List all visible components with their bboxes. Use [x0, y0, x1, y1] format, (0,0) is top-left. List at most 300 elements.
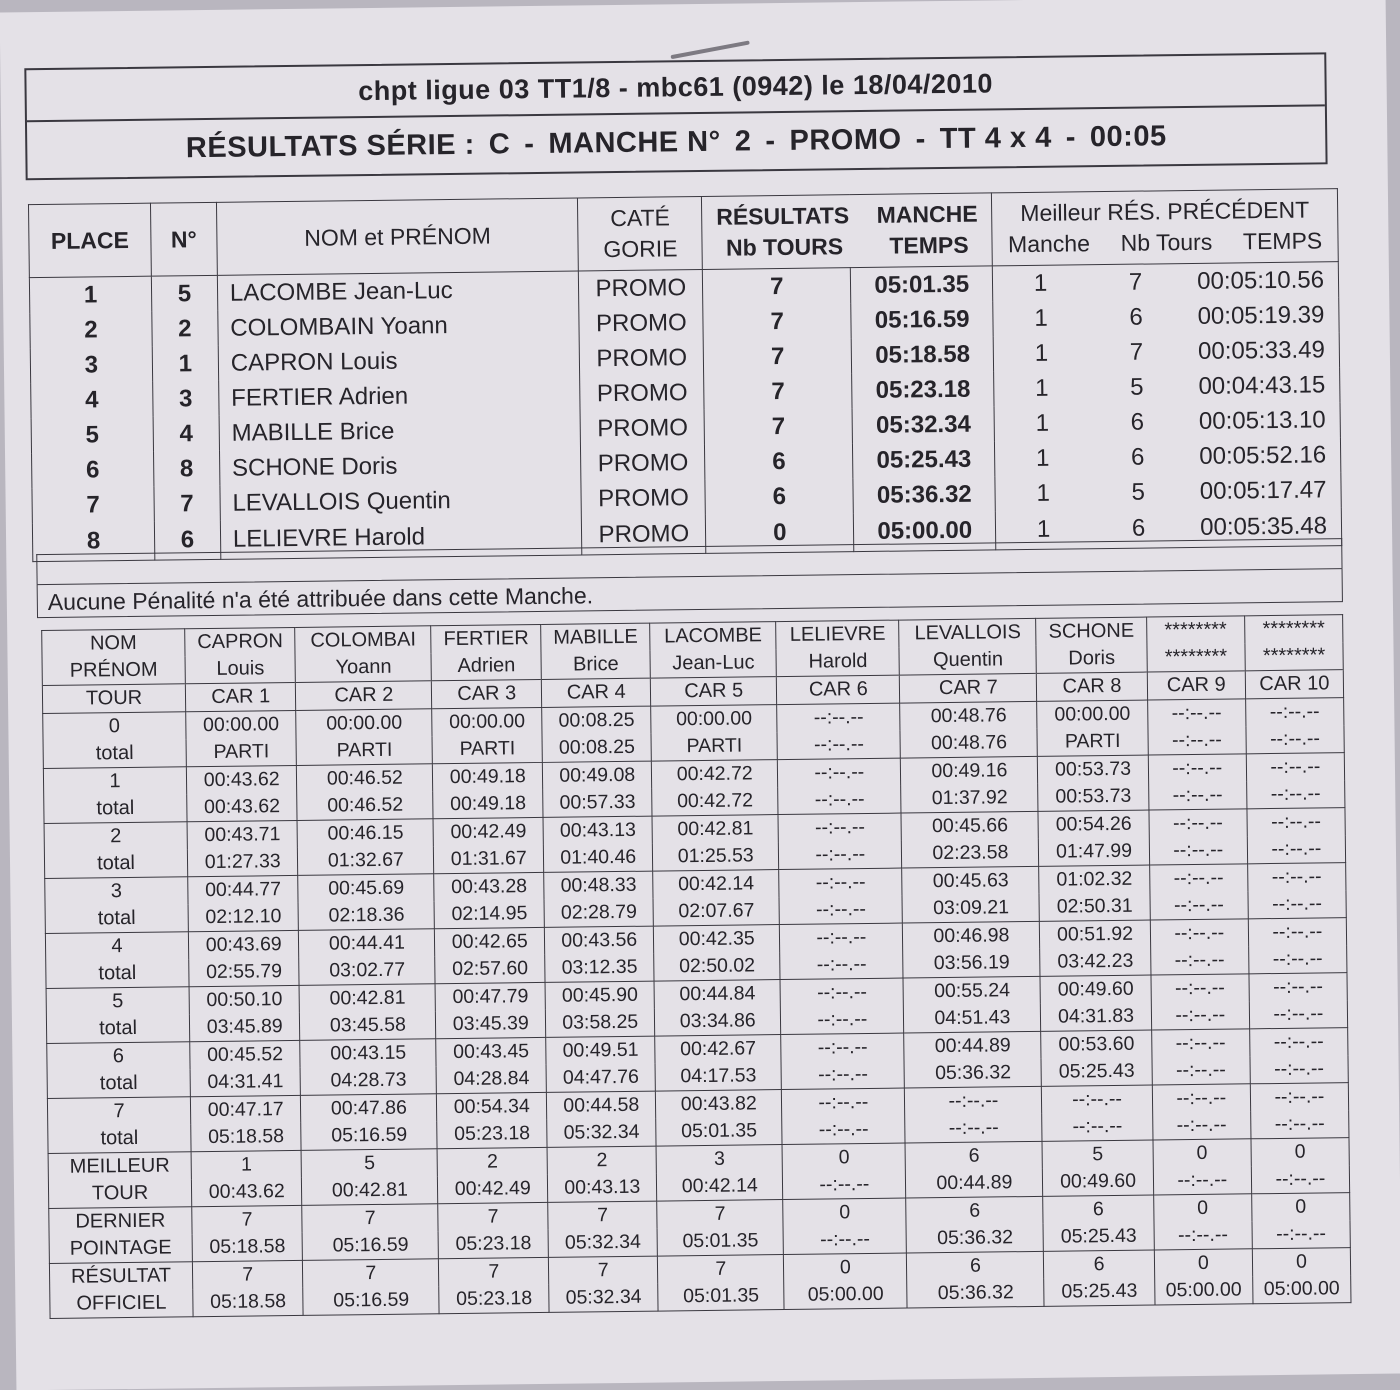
result-time: 05:25.43: [853, 441, 995, 478]
total-time: 02:57.60: [435, 955, 545, 984]
result-name: MABILLE Brice: [219, 411, 581, 450]
total-time: --:--.--: [780, 951, 904, 980]
results-label: RÉSULTATS SÉRIE :: [185, 128, 475, 164]
total-time: --:--.--: [1151, 1001, 1249, 1030]
lap-time: --:--.--: [1250, 1028, 1348, 1057]
result-number: 4: [153, 416, 219, 452]
previous-header-line1: Meilleur RÉS. PRÉCÉDENT: [1020, 196, 1310, 227]
category-value: PROMO: [789, 123, 902, 157]
manche-header-line1: MANCHE: [876, 200, 978, 228]
lap-time: 00:00.00: [651, 705, 777, 734]
result-previous: [995, 472, 1341, 511]
summary-count: 0: [1154, 1249, 1252, 1278]
result-time: 05:36.32: [853, 476, 995, 513]
total-label: total: [45, 904, 188, 933]
summary-count: 7: [657, 1200, 783, 1229]
result-laps: 7: [704, 408, 852, 445]
total-label: total: [48, 1124, 191, 1153]
lap-time: 00:43.56: [545, 926, 654, 955]
total-time: 05:23.18: [437, 1120, 547, 1149]
summary-time: 05:18.58: [192, 1233, 303, 1262]
lap-time: --:--.--: [1042, 1085, 1153, 1114]
result-previous: [993, 297, 1339, 336]
series-title: RÉSULTATS SÉRIE : C - MANCHE N° 2 - PROMO - TT 4 x 4 - 00:05: [27, 104, 1326, 178]
car-name: FERTIER: [431, 624, 541, 653]
category-header: [578, 196, 703, 271]
summary-time: --:--.--: [783, 1226, 907, 1255]
total-time: --:--.--: [778, 786, 902, 815]
result-laps: 6: [705, 478, 853, 515]
car-firstname: Brice: [541, 651, 650, 680]
result-name: COLOMBAIN Yoann: [218, 306, 580, 345]
lap-time: --:--.--: [1248, 918, 1346, 947]
result-laps: 7: [704, 338, 852, 375]
previous-manche: 1: [1034, 304, 1048, 332]
total-time: 04:47.76: [546, 1064, 655, 1093]
summary-count: 6: [906, 1196, 1043, 1225]
lap-time: 00:42.81: [299, 984, 435, 1013]
total-time: 04:31.41: [190, 1068, 301, 1097]
result-place: 2: [30, 312, 152, 348]
previous-laps: 6: [1129, 303, 1143, 331]
place-header: PLACE: [28, 203, 151, 277]
previous-time: 00:05:13.10: [1198, 405, 1326, 435]
result-name: LELIEVRE Harold: [220, 516, 582, 559]
laps-firstname-label: PRÉNOM: [42, 656, 185, 685]
total-time: --:--.--: [1250, 1055, 1348, 1084]
summary-time: 05:36.32: [907, 1279, 1044, 1308]
lap-time: --:--.--: [1150, 919, 1248, 948]
result-laps: 0: [706, 513, 854, 553]
tour-number: 5: [46, 987, 189, 1016]
staple-mark: [670, 40, 749, 59]
previous-manche-header: Manche: [1007, 230, 1091, 258]
previous-time: 00:05:35.48: [1200, 512, 1328, 541]
total-time: 04:28.84: [436, 1065, 546, 1094]
result-time: 05:01.35: [851, 266, 993, 303]
previous-time: 00:05:52.16: [1199, 440, 1327, 470]
result-category: PROMO: [579, 305, 703, 342]
result-category: PROMO: [580, 410, 704, 447]
previous-time: 00:05:33.49: [1197, 335, 1325, 365]
total-time: 03:12.35: [545, 954, 654, 983]
total-time: 00:46.52: [297, 791, 433, 820]
result-category: PROMO: [579, 269, 703, 306]
car-number: CAR 7: [900, 673, 1037, 703]
laps-body: [42, 615, 1351, 1319]
lap-time: --:--.--: [1151, 1029, 1249, 1058]
car-name: LELIEVRE: [776, 620, 900, 649]
total-time: 05:01.35: [656, 1117, 782, 1146]
summary-time: 05:32.34: [549, 1284, 658, 1313]
car-number: CAR 3: [432, 679, 542, 708]
total-time: --:--.--: [777, 731, 901, 760]
summary-count: 7: [548, 1201, 657, 1230]
category-header-line2: GORIE: [603, 235, 678, 263]
summary-time: 00:42.14: [657, 1172, 783, 1201]
lap-time: --:--.--: [778, 813, 902, 842]
total-label: total: [43, 739, 186, 768]
result-place: 1: [29, 276, 151, 313]
summary-count: 5: [1042, 1140, 1153, 1169]
summary-time: 05:01.35: [658, 1282, 784, 1311]
total-time: 02:23.58: [902, 839, 1039, 868]
total-time: 03:45.39: [436, 1010, 546, 1039]
summary-label: MEILLEUR: [48, 1152, 191, 1181]
results-table: [28, 188, 1342, 562]
total-time: --:--.--: [1248, 945, 1346, 974]
summary-count: 0: [1251, 1138, 1349, 1167]
total-time: --:--.--: [1251, 1110, 1349, 1139]
lap-time: 00:49.16: [901, 756, 1038, 785]
summary-count: 5: [301, 1149, 437, 1178]
lap-time: --:--.--: [1246, 753, 1344, 782]
summary-label: RÉSULTAT: [49, 1262, 192, 1291]
summary-time: 05:23.18: [439, 1285, 549, 1314]
result-laps: 7: [703, 268, 851, 305]
lap-time: --:--.--: [1247, 863, 1345, 892]
lap-time: 00:53.73: [1038, 755, 1149, 784]
total-time: 02:50.02: [654, 952, 780, 981]
car-number: CAR 10: [1245, 670, 1343, 699]
tour-number: 3: [45, 877, 188, 906]
total-time: --:--.--: [781, 1061, 905, 1090]
previous-temps-header: TEMPS: [1242, 227, 1323, 255]
summary-time: --:--.--: [1154, 1221, 1252, 1250]
car-number: CAR 4: [542, 678, 651, 707]
previous-manche: 1: [1035, 409, 1050, 437]
car-firstname: Quentin: [899, 646, 1036, 675]
total-label: total: [47, 1069, 190, 1098]
lap-time: 00:49.08: [543, 761, 652, 790]
total-time: 05:18.58: [191, 1123, 302, 1152]
previous-header: [992, 189, 1339, 266]
event-title: chpt ligue 03 TT1/8 - mbc61 (0942) le 18/04/2010: [358, 67, 994, 106]
total-time: 03:45.58: [300, 1011, 436, 1040]
car-firstname: Yoann: [295, 653, 431, 682]
lap-time: 01:02.32: [1039, 865, 1150, 894]
lap-time: --:--.--: [1245, 698, 1343, 727]
total-time: 03:58.25: [546, 1009, 655, 1038]
tour-number: 4: [45, 932, 188, 961]
car-name: LACOMBE: [650, 622, 776, 651]
tour-number: 7: [47, 1097, 190, 1126]
result-time: 05:32.34: [852, 406, 994, 443]
total-time: --:--.--: [1247, 835, 1345, 864]
tour-number: 6: [47, 1042, 190, 1071]
laps-table: [41, 614, 1351, 1319]
result-laps: 7: [704, 373, 852, 410]
result-place: 8: [32, 522, 154, 562]
result-previous: [993, 262, 1339, 302]
summary-time: 00:42.81: [302, 1176, 438, 1205]
sheet-header: [24, 52, 1327, 180]
total-time: --:--.--: [1149, 836, 1247, 865]
lap-time: 00:46.52: [297, 764, 433, 793]
summary-count: 0: [1252, 1248, 1350, 1277]
name-header: NOM et PRÉNOM: [216, 198, 578, 275]
lap-time: 00:43.28: [434, 872, 544, 901]
lap-time: --:--.--: [780, 978, 904, 1007]
total-time: PARTI: [296, 736, 432, 765]
result-previous: [994, 402, 1340, 441]
previous-manche: 1: [1036, 479, 1051, 507]
total-time: 04:17.53: [655, 1062, 781, 1091]
result-number: 6: [154, 521, 220, 560]
previous-manche: 1: [1033, 269, 1048, 297]
previous-laps: 5: [1131, 478, 1146, 506]
result-place: 4: [31, 382, 153, 418]
lap-time: 00:51.92: [1040, 920, 1151, 949]
summary-count: 0: [1153, 1194, 1251, 1223]
lap-time: 00:45.52: [190, 1040, 301, 1069]
car-number: CAR 1: [185, 682, 296, 711]
summary-count: 0: [784, 1253, 908, 1282]
lap-time: 00:00.00: [296, 709, 432, 738]
tour-number: 1: [43, 767, 186, 796]
summary-count: 0: [1252, 1193, 1350, 1222]
car-name: MABILLE: [541, 623, 650, 652]
lap-time: 00:45.66: [901, 811, 1038, 840]
serie-value: C: [488, 127, 511, 161]
car-name: COLOMBAI: [295, 626, 431, 655]
result-place: 3: [30, 347, 152, 383]
total-time: 01:47.99: [1039, 838, 1150, 867]
previous-manche: 1: [1035, 444, 1050, 472]
summary-count: 7: [438, 1202, 548, 1231]
lap-time: --:--.--: [779, 868, 903, 897]
summary-time: 05:25.43: [1044, 1278, 1155, 1307]
total-time: 01:27.33: [187, 848, 298, 877]
total-time: 00:53.73: [1038, 783, 1149, 812]
previous-manche: 1: [1036, 515, 1051, 543]
car-firstname: Harold: [776, 648, 900, 677]
total-time: PARTI: [432, 735, 542, 764]
total-time: 04:28.73: [300, 1066, 436, 1095]
lap-time: 00:42.67: [655, 1035, 781, 1064]
result-previous: [993, 332, 1339, 371]
total-time: 02:07.67: [653, 897, 779, 926]
summary-count: 0: [1153, 1139, 1251, 1168]
summary-count: 6: [1044, 1250, 1155, 1279]
total-time: --:--.--: [1148, 726, 1246, 755]
lap-time: 00:00.00: [432, 707, 542, 736]
summary-count: 2: [547, 1146, 656, 1175]
lap-time: --:--.--: [1147, 699, 1245, 728]
total-time: 03:56.19: [903, 949, 1040, 978]
lap-time: 00:44.58: [547, 1091, 656, 1120]
lap-time: --:--.--: [1148, 754, 1246, 783]
result-number: 1: [152, 346, 218, 382]
lap-time: --:--.--: [1250, 1083, 1348, 1112]
car-number: CAR 9: [1147, 671, 1245, 700]
total-time: 03:42.23: [1040, 948, 1151, 977]
summary-time: --:--.--: [1251, 1165, 1349, 1194]
summary-time: 05:00.00: [784, 1281, 908, 1310]
summary-count: 2: [437, 1147, 547, 1176]
car-number: CAR 2: [296, 681, 432, 711]
lap-time: 00:44.89: [904, 1031, 1041, 1060]
lap-time: --:--.--: [905, 1086, 1042, 1115]
car-firstname: Doris: [1036, 645, 1147, 674]
result-name: LACOMBE Jean-Luc: [217, 271, 579, 311]
summary-count: 7: [302, 1204, 438, 1233]
car-firstname: Adrien: [431, 652, 541, 681]
summary-count: 3: [656, 1145, 782, 1174]
total-time: --:--.--: [1150, 946, 1248, 975]
result-previous: [995, 437, 1341, 476]
result-previous: [994, 367, 1340, 406]
previous-laps: 6: [1130, 408, 1145, 436]
total-time: 02:50.31: [1039, 893, 1150, 922]
total-time: 02:18.36: [298, 901, 434, 930]
summary-time: 05:18.58: [193, 1288, 304, 1317]
lap-time: 00:53.60: [1041, 1030, 1152, 1059]
total-time: 02:55.79: [189, 958, 300, 987]
previous-time: 00:05:17.47: [1199, 475, 1327, 505]
summary-count: 6: [1043, 1195, 1154, 1224]
result-time: 05:00.00: [854, 511, 996, 551]
summary-time: 00:49.60: [1043, 1168, 1154, 1197]
summary-time: 00:44.89: [906, 1169, 1043, 1198]
total-time: --:--.--: [1148, 781, 1246, 810]
results-header-line1: RÉSULTATS: [716, 202, 850, 230]
total-time: 03:02.77: [299, 956, 435, 985]
lap-time: 00:00.00: [1037, 700, 1148, 729]
previous-time: 00:05:10.56: [1197, 265, 1325, 295]
car-number: CAR 8: [1037, 672, 1148, 701]
total-time: --:--.--: [781, 1006, 905, 1035]
summary-count: 7: [549, 1256, 658, 1285]
total-time: --:--.--: [779, 896, 903, 925]
car-firstname: ********: [1147, 643, 1245, 672]
lap-time: 00:46.98: [903, 921, 1040, 950]
total-time: PARTI: [186, 738, 297, 767]
lap-time: --:--.--: [781, 1033, 905, 1062]
summary-time: 05:36.32: [906, 1224, 1043, 1253]
result-category: PROMO: [582, 515, 706, 555]
summary-time: --:--.--: [1153, 1166, 1251, 1195]
lap-time: 00:55.24: [903, 976, 1040, 1005]
result-name: SCHONE Doris: [219, 446, 581, 485]
result-number: 8: [153, 451, 219, 487]
car-firstname: Louis: [185, 655, 296, 684]
total-time: --:--.--: [1152, 1111, 1250, 1140]
total-time: 05:25.43: [1041, 1058, 1152, 1087]
result-category: PROMO: [580, 375, 704, 412]
summary-time: 05:00.00: [1154, 1276, 1252, 1305]
tour-number: 0: [43, 712, 186, 741]
lap-time: 00:48.33: [544, 871, 653, 900]
total-time: --:--.--: [1248, 890, 1346, 919]
total-time: 02:28.79: [544, 899, 653, 928]
summary-time: 05:25.43: [1043, 1223, 1154, 1252]
total-time: 00:48.76: [900, 729, 1037, 758]
result-name: LEVALLOIS Quentin: [220, 481, 582, 520]
total-time: 00:42.72: [652, 787, 778, 816]
car-name: ********: [1146, 616, 1244, 645]
results-body: [29, 262, 1341, 562]
lap-time: 00:43.45: [436, 1037, 546, 1066]
total-time: 03:09.21: [902, 894, 1039, 923]
total-time: --:--.--: [779, 841, 903, 870]
result-place: 6: [32, 452, 154, 488]
manche-label: MANCHE N°: [548, 125, 721, 160]
lap-time: 00:48.76: [900, 701, 1037, 730]
total-time: --:--.--: [905, 1114, 1042, 1143]
previous-laps: 6: [1130, 443, 1145, 471]
total-time: 05:32.34: [547, 1119, 656, 1148]
result-time: 05:18.58: [851, 336, 993, 373]
lap-time: 00:49.18: [433, 762, 543, 791]
lap-time: --:--.--: [1149, 809, 1247, 838]
car-number: CAR 6: [777, 675, 901, 705]
lap-time: 00:43.15: [300, 1039, 436, 1068]
result-number: 2: [152, 311, 218, 347]
laps-tour-label: TOUR: [42, 684, 185, 714]
result-name: CAPRON Louis: [218, 341, 580, 380]
car-name: LEVALLOIS: [899, 618, 1036, 647]
summary-time: 05:16.59: [303, 1286, 439, 1315]
result-name: FERTIER Adrien: [218, 376, 580, 415]
lap-time: --:--.--: [1249, 973, 1347, 1002]
summary-count: 0: [783, 1198, 907, 1227]
lap-time: 00:08.25: [542, 706, 651, 735]
total-time: 00:43.62: [187, 793, 298, 822]
summary-count: 0: [782, 1143, 906, 1172]
previous-manche: 1: [1034, 339, 1049, 367]
total-time: 01:31.67: [434, 845, 544, 874]
lap-time: 00:45.90: [545, 981, 654, 1010]
total-time: 05:36.32: [904, 1059, 1041, 1088]
result-laps: 7: [703, 303, 851, 340]
lap-time: 00:50.10: [189, 985, 300, 1014]
result-category: PROMO: [581, 445, 705, 482]
lap-time: 00:43.62: [186, 765, 297, 794]
result-number: 7: [154, 486, 220, 522]
lap-time: 00:42.35: [654, 925, 780, 954]
laps-name-label: NOM: [42, 629, 185, 658]
total-time: 02:14.95: [434, 900, 544, 929]
total-time: PARTI: [1037, 728, 1148, 757]
total-label: total: [44, 849, 187, 878]
total-time: 01:32.67: [298, 846, 434, 875]
total-time: 00:08.25: [542, 734, 651, 763]
summary-count: 7: [192, 1260, 303, 1289]
lap-time: --:--.--: [778, 758, 902, 787]
summary-time: --:--.--: [783, 1171, 907, 1200]
previous-laps: 7: [1128, 268, 1143, 296]
results-header: [702, 193, 993, 270]
lap-time: 00:44.77: [188, 875, 299, 904]
result-time: 05:16.59: [851, 301, 993, 338]
summary-time: 05:16.59: [302, 1231, 438, 1260]
lap-time: 00:43.69: [188, 930, 299, 959]
lap-time: --:--.--: [782, 1088, 906, 1117]
summary-time: --:--.--: [1252, 1220, 1350, 1249]
lap-time: 00:47.17: [190, 1095, 301, 1124]
car-firstname: ********: [1245, 642, 1343, 671]
previous-laps: 6: [1131, 514, 1146, 542]
lap-time: 00:42.81: [652, 815, 778, 844]
lap-time: 00:47.79: [435, 982, 545, 1011]
total-time: --:--.--: [1042, 1113, 1153, 1142]
total-label: total: [46, 1014, 189, 1043]
car-name: SCHONE: [1036, 617, 1147, 646]
total-time: --:--.--: [1150, 891, 1248, 920]
car-firstname: Jean-Luc: [650, 649, 776, 678]
total-time: 01:37.92: [901, 784, 1038, 813]
